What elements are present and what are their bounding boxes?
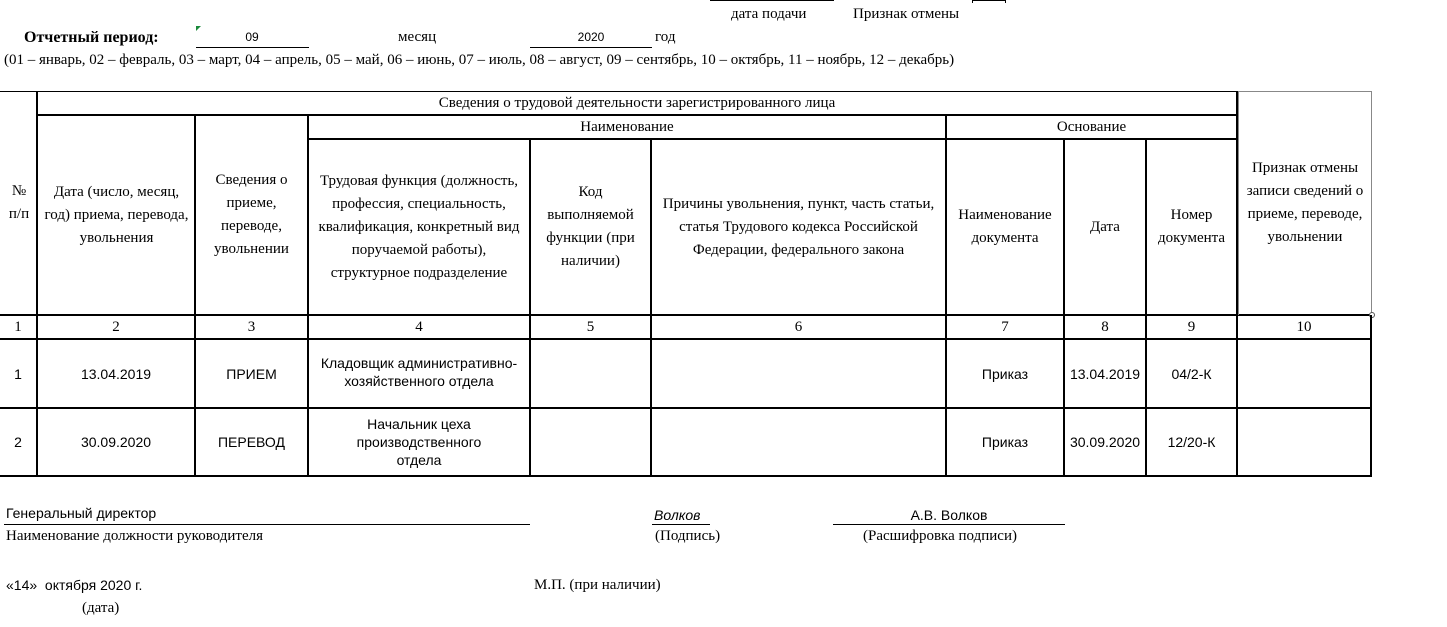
header-reasons: Причины увольнения, пункт, часть статьи, статья Трудового кодекса Российской Федерации, федерального закона — [662, 195, 935, 258]
column-number: 9 — [1187, 318, 1196, 335]
naimenovanie-header: Наименование — [580, 118, 674, 135]
month-underline — [196, 47, 309, 48]
year-value: 2020 — [577, 30, 605, 44]
row-function: Кладовщик административно-хозяйственного отдела — [320, 355, 518, 389]
column-number: 4 — [415, 318, 423, 335]
submission-date-label: дата подачи — [731, 6, 807, 22]
header-date: Дата (число, месяц, год) приема, перевода, увольнения — [44, 183, 189, 246]
column-number: 6 — [794, 318, 803, 335]
row-info: ПЕРЕВОД — [217, 434, 285, 450]
decoding-caption: (Расшифровка подписи) — [863, 528, 1017, 544]
table-bottom-border — [0, 475, 1372, 477]
header-doc-name: Наименование документа — [958, 207, 1052, 246]
row-date: 13.04.2019 — [80, 365, 152, 382]
position-underline — [4, 524, 530, 525]
header-code: Код выполняемой функции (при наличии) — [546, 184, 635, 269]
column-number: 7 — [1001, 318, 1009, 335]
header-cancel: Признак отмены записи сведений о приеме, переводе, увольнении — [1246, 160, 1364, 245]
cancel-flag-label: Признак отмены — [853, 6, 960, 22]
month-label: месяц — [398, 29, 437, 45]
table-vline — [1370, 315, 1372, 477]
row-function: Начальник цеха производственного отдела — [356, 416, 482, 468]
row-date: 30.09.2020 — [80, 434, 152, 450]
row-cancel — [1238, 409, 1370, 475]
row-num: 2 — [14, 434, 22, 450]
row-code — [531, 340, 650, 407]
header-num: № п/п — [8, 183, 30, 222]
date-value: «14» октября 2020 г. — [6, 577, 143, 593]
row-code — [531, 409, 650, 475]
row-doc-name: Приказ — [981, 434, 1029, 450]
position-caption: Наименование должности руководителя — [6, 528, 264, 544]
row-doc-name: Приказ — [981, 365, 1029, 382]
cancel-box-right — [1005, 0, 1006, 3]
signature-underline — [652, 524, 710, 525]
cancel-box-line — [972, 0, 1006, 1]
month-value: 09 — [245, 30, 259, 44]
date-caption: (дата) — [82, 600, 120, 616]
row-reasons — [652, 340, 945, 407]
column-number: 8 — [1101, 318, 1109, 335]
row-doc-number: 04/2-К — [1171, 365, 1212, 382]
row-doc-date: 13.04.2019 — [1069, 365, 1141, 382]
header-doc-number: Номер документа — [1157, 207, 1226, 246]
row-num: 1 — [14, 365, 22, 382]
column-number: 10 — [1296, 318, 1312, 335]
position-value: Генеральный директор — [6, 505, 157, 521]
row-doc-date: 30.09.2020 — [1069, 434, 1141, 450]
osnovanie-header: Основание — [1056, 118, 1127, 135]
signature-caption: (Подпись) — [655, 528, 721, 544]
row-info: ПРИЕМ — [226, 365, 277, 382]
row-reasons — [652, 409, 945, 475]
header-doc-date: Дата — [1090, 218, 1120, 235]
cancel-box-left — [972, 0, 973, 3]
stamp-caption: М.П. (при наличии) — [534, 577, 661, 593]
year-label: год — [655, 29, 676, 45]
decoding-underline — [833, 524, 1065, 525]
signature-value: Волков — [654, 507, 701, 523]
year-underline — [530, 47, 652, 48]
group-title: Сведения о трудовой деятельности зарегистрированного лица — [438, 94, 836, 111]
header-info: Сведения о приеме, переводе, увольнении — [214, 172, 289, 257]
decoding-value: А.В. Волков — [910, 507, 988, 523]
column-number: 3 — [247, 318, 256, 335]
cancel-header-right — [1371, 91, 1372, 315]
period-label: Отчетный период: — [24, 29, 159, 46]
submission-date-underline — [710, 0, 834, 1]
column-number: 2 — [112, 318, 120, 335]
header-function: Трудовая функция (должность, профессия, специальность, квалификация, конкретный вид поручаемой работы), структурное подразделение — [318, 172, 520, 281]
month-legend: (01 – январь, 02 – февраль, 03 – март, 04 – апрель, 05 – май, 06 – июнь, 07 – июль, 08 – август, 09 – сентябрь, 10 – октябрь, 11 – ноябрь, 12 – декабрь) — [4, 52, 955, 68]
column-number: 5 — [586, 318, 595, 335]
column-number: 1 — [14, 318, 22, 335]
row-doc-number: 12/20-К — [1167, 434, 1216, 450]
row-cancel — [1238, 340, 1370, 407]
